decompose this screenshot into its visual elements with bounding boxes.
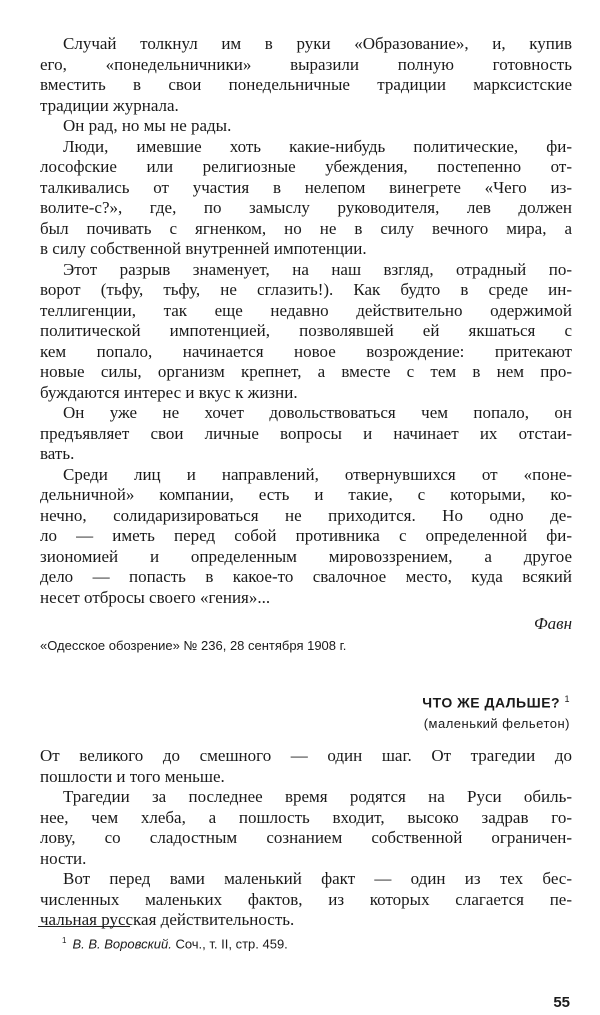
text-line: лософские или религиозные убеждения, постепенно от- (40, 157, 572, 176)
text-line: Трагедии за последнее время родятся на Руси обиль- (63, 787, 572, 806)
text-line: дело — попасть в какое-то свалочное место, куда всякий (40, 567, 572, 586)
text-line: От великого до смешного — один шаг. От трагедии до (40, 746, 572, 765)
article-heading (422, 694, 570, 711)
text-line: чальная русская действительность. (40, 910, 295, 929)
text-line: политической импотенцией, позволявшей ей якшаться с (40, 321, 572, 340)
text-line: Вот перед вами маленький факт — один из тех бес- (63, 869, 572, 888)
text-line: теллигенции, так еще недавно действительно одержимой (40, 300, 572, 320)
heading-text: ЧТО ЖЕ ДАЛЬШЕ? (422, 694, 561, 711)
text-line: буждаются интерес и вкус к жизни. (40, 382, 298, 402)
text-line: волите-с?», где, по замыслу руководителя, лев должен (40, 198, 572, 217)
text-line: кем попало, начинается новое возрождение: притекают (40, 341, 572, 361)
text-line: пошлости и того меньше. (40, 766, 225, 786)
footnote-mark: 1 (62, 936, 67, 945)
text-line: Этот разрыв знаменует, на наш взгляд, отрадный по- (63, 259, 572, 279)
text-line: вместить в свои понедельничные традиции марксистские (40, 75, 572, 94)
text-line: нее, чем хлеба, а пошлость входит, высоко задрав го- (40, 807, 572, 827)
text-line: традиции журнала. (40, 95, 179, 115)
article-body (40, 34, 572, 608)
text-line: ности. (40, 848, 87, 868)
source-citation: «Одесское обозрение» № 236, 28 сентября 1908 г. (40, 638, 347, 653)
page-number: 55 (553, 994, 570, 1011)
text-line: дельничной» компании, есть и такие, с которыми, ко- (40, 485, 572, 504)
text-line: новые силы, организм крепнет, а вместе с тем в нем про- (40, 362, 572, 381)
text-line: Люди, имевшие хоть какие-нибудь политические, фи- (63, 136, 572, 156)
text-line: Он уже не хочет довольствоваться чем попало, он (63, 403, 572, 422)
author-signature: Фавн (534, 614, 572, 633)
text-line: ло — иметь перед собой противника с определенной фи- (40, 526, 572, 545)
text-line: зиономией и определенным мировоззрением, а другое (40, 546, 572, 566)
footnote-divider (38, 926, 130, 927)
text-line: его, «понедельничники» выразили полную готовность (40, 54, 572, 74)
text-line: лову, со сладостным сознанием собственной ограничен- (40, 828, 572, 847)
footnote-text: Соч., т. II, стр. 459. (175, 936, 288, 952)
text-line: Он рад, но мы не рады. (63, 116, 232, 135)
text-line: несет отбросы своего «гения»... (40, 587, 271, 607)
text-line: численных маленьких фактов, из которых слагается пе- (40, 889, 572, 909)
text-line: талкивались от участия в нелепом винегрете «Чего из- (40, 177, 572, 197)
text-line: Случай толкнул им в руки «Образование», и, купив (63, 34, 572, 53)
article-subtitle: (маленький фельетон) (423, 716, 570, 731)
article-body-2 (40, 746, 572, 931)
text-line: в силу собственной внутренней импотенции. (40, 239, 367, 258)
footnote (62, 936, 288, 951)
text-line: вать. (40, 444, 75, 463)
text-line: предъявляет свои личные вопросы и начинает их отстаи- (40, 423, 572, 443)
text-line: нечно, солидаризироваться не приходится. Но одно де- (40, 505, 572, 525)
text-line: ворот (тьфу, тьфу, не сглазить!). Как будто в среде ин- (40, 280, 572, 299)
footnote-ref: 1 (564, 694, 570, 704)
text-line: был почивать с ягненком, но не в силу вечного мира, а (40, 218, 572, 238)
text-line: Среди лиц и направлений, отвернувшихся от «поне- (63, 464, 572, 484)
footnote-author: В. В. Воровский. (72, 936, 172, 952)
